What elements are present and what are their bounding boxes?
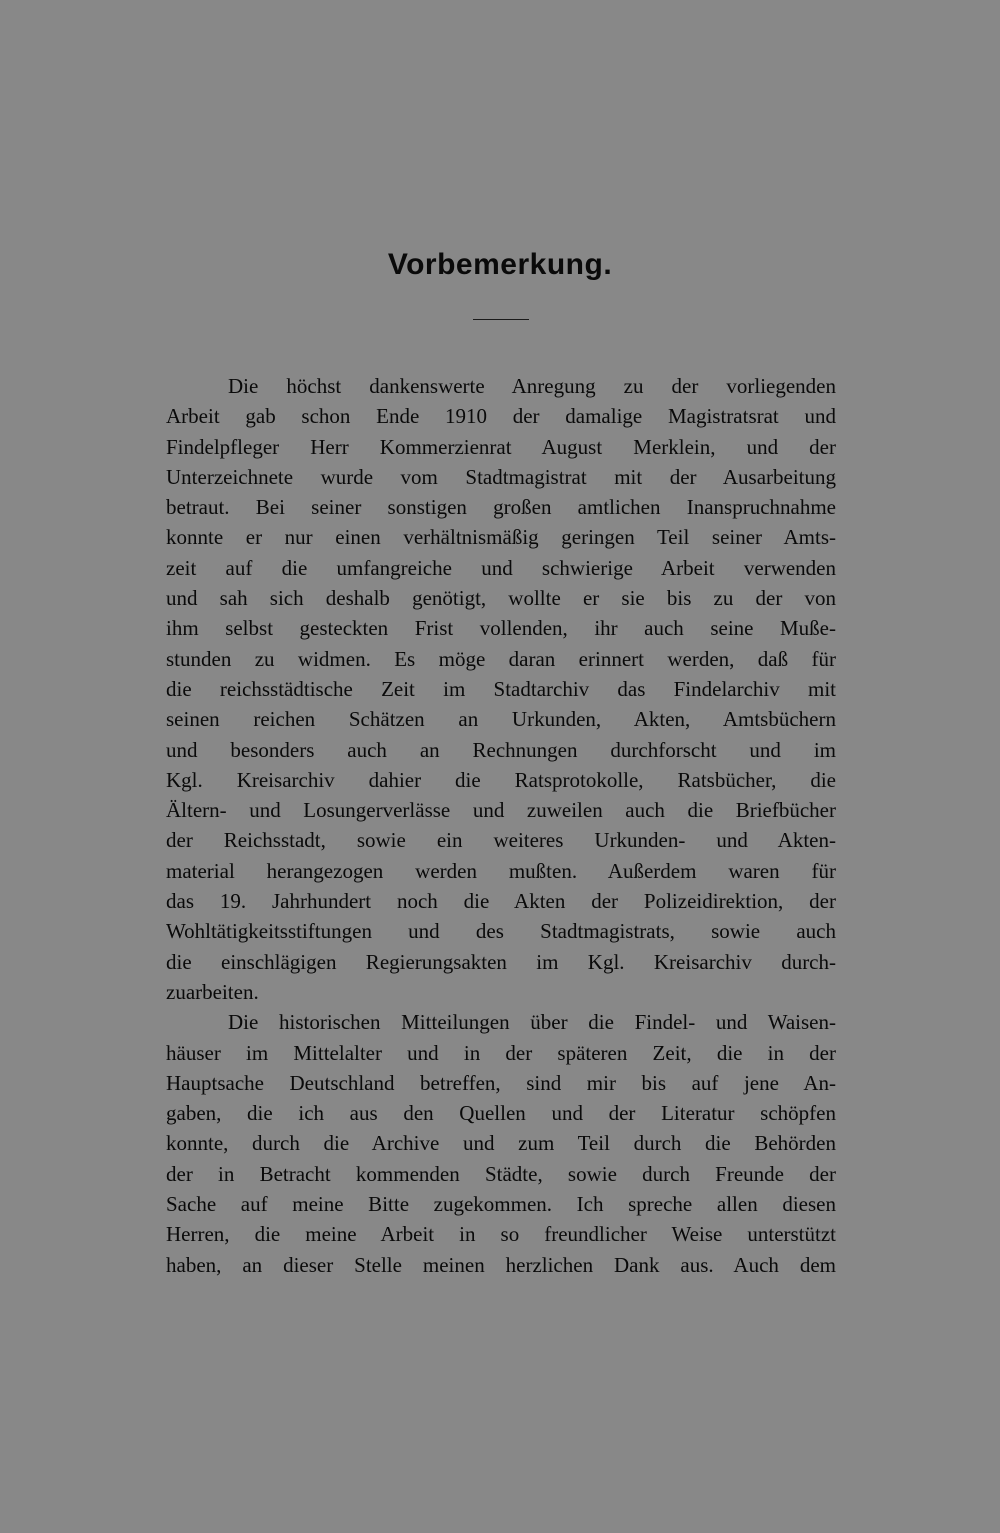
text-line: Unterzeichnete wurde vom Stadtmagistrat mit der Ausarbeitung bbox=[166, 464, 836, 489]
text-line: Kgl. Kreisarchiv dahier die Ratsprotokolle, Ratsbücher, die bbox=[166, 767, 836, 792]
text-line: Die historischen Mitteilungen über die Findel- und Waisen- bbox=[228, 1010, 836, 1035]
text-line: Die höchst dankenswerte Anregung zu der vorliegenden bbox=[228, 374, 836, 398]
text-line: Sache auf meine Bitte zugekommen. Ich spreche allen diesen bbox=[166, 1192, 836, 1217]
text-line: die reichsstädtische Zeit im Stadtarchiv das Findelarchiv mit bbox=[166, 676, 836, 701]
title-divider bbox=[473, 319, 529, 320]
text-line: material herangezogen werden mußten. Außerdem waren für bbox=[166, 858, 836, 883]
text-line: zeit auf die umfangreiche und schwierige Arbeit verwenden bbox=[166, 555, 836, 580]
text-line: häuser im Mittelalter und in der späteren Zeit, die in der bbox=[166, 1040, 836, 1065]
text-line: und sah sich deshalb genötigt, wollte er sie bis zu der von bbox=[166, 586, 836, 611]
text-line: konnte, durch die Archive und zum Teil durch die Behörden bbox=[166, 1131, 836, 1156]
text-line: der in Betracht kommenden Städte, sowie durch Freunde der bbox=[166, 1161, 836, 1186]
text-line: Ältern- und Losungerverlässe und zuweilen auch die Briefbücher bbox=[166, 798, 836, 823]
text-line: und besonders auch an Rechnungen durchforscht und im bbox=[166, 737, 836, 762]
text-line: Wohltätigkeitsstiftungen und des Stadtmagistrats, sowie auch bbox=[166, 919, 836, 944]
text-line: konnte er nur einen verhältnismäßig geringen Teil seiner Amts- bbox=[166, 525, 836, 550]
text-line: Hauptsache Deutschland betreffen, sind mir bis auf jene An- bbox=[166, 1070, 836, 1095]
text-line: Arbeit gab schon Ende 1910 der damalige Magistratsrat und bbox=[166, 404, 836, 429]
page-title: Vorbemerkung. bbox=[387, 248, 613, 281]
text-line: ihm selbst gesteckten Frist vollenden, ihr auch seine Muße- bbox=[166, 616, 836, 641]
body-text bbox=[166, 371, 836, 1280]
text-line: der Reichsstadt, sowie ein weiteres Urkunden- und Akten- bbox=[166, 828, 836, 853]
text-line: Herren, die meine Arbeit in so freundlicher Weise unterstützt bbox=[166, 1222, 836, 1247]
text-line: Findelpfleger Herr Kommerzienrat August Merklein, und der bbox=[166, 434, 836, 459]
text-line: die einschlägigen Regierungsakten im Kgl. Kreisarchiv durch- bbox=[166, 949, 836, 974]
text-line: stunden zu widmen. Es möge daran erinnert werden, daß für bbox=[166, 646, 836, 671]
text-line: betraut. Bei seiner sonstigen großen amtlichen Inanspruchnahme bbox=[166, 495, 836, 520]
text-line: seinen reichen Schätzen an Urkunden, Akten, Amtsbüchern bbox=[166, 707, 836, 732]
text-line: das 19. Jahrhundert noch die Akten der Polizeidirektion, der bbox=[166, 889, 836, 914]
text-line: gaben, die ich aus den Quellen und der Literatur schöpfen bbox=[166, 1101, 836, 1126]
text-line: haben, an dieser Stelle meinen herzlichen Dank aus. Auch dem bbox=[166, 1252, 836, 1277]
text-line: zuarbeiten. bbox=[166, 979, 259, 1004]
